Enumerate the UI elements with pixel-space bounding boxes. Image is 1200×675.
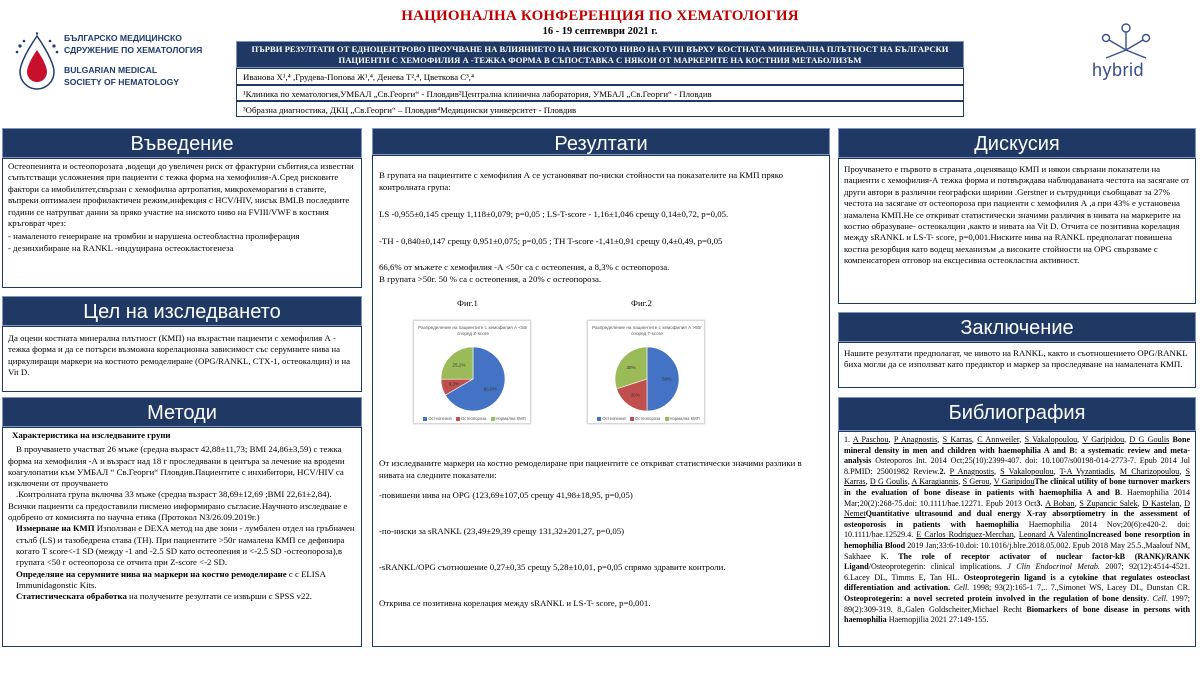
intro-paragraph: Остеопенията и остеопорозата ,водещи до увеличен риск от фрактурни събития,са известни съпътстващи усложнения при пациенти с тежка форма на хемофилия-А.Сред рисковите фактори са имобилитет,свързан с хемофилна артропатия, микрохеморагии в ставите, въпреки оптимален профилактичен режим,инфекция с HCV/HIV, нисък BMI.В последните години се натрупват данни за пряко участие на ниското ниво на FVIII/VWF в костния кръговрат чрез: xyxy=(8,161,354,229)
conclusion-body xyxy=(838,342,1196,388)
methods-consent-text: Всички пациенти са предоставили писмено информирано съгласие.Научното изследване е одобрено от комисията по научна етика (Протокол N3/26.09.2019г.) xyxy=(8,500,348,523)
results-heading: Резултати xyxy=(372,128,830,155)
results-srankl: -по-ниски за sRANKL (23,49±29,39 срещу 131,32±201,27, p=0,05) xyxy=(379,526,625,536)
pie-2-slice-label-1: 50% xyxy=(662,376,672,382)
poster-title: ПЪРВИ РЕЗУЛТАТИ ОТ ЕДНОЦЕНТРОВО ПРОУЧВАНЕ НА ВЛИЯНИЕТО НА НИСКОТО НИВО НА FVIII ВЪРХУ КОСТНАТА МИНЕРАЛНА ПЛЪТНОСТ НА БЪЛГАРСКИ ПАЦИЕНТИ С ХЕМОФИЛИЯ А -ТЕЖКА ФОРМА В СЪПОСТАВКА С НЯКОИ ОТ МАРКЕРИТЕ НА КОСТНИЯ МЕТАБОЛИЗЪМ xyxy=(236,41,964,68)
results-under-50: 66,6% от мъжете с хемофилия -А <50г са с остеопения, а 8,3% с остеопороза. xyxy=(379,262,670,272)
methods-subheading-stats: Статистическата обработка xyxy=(16,591,127,602)
bibliography-body: 1. A Paschou, P Anagnostis, S Karras, C Annweiler, S Vakalopoulou, V Garipidou, D G Goulis Bone mineral density in men and children with haemophilia A and B: a systematic review and meta-analysis Osteoporos Int. 2014 Oct;25(10):2399-407. doi: 10.1007/s00198-014-2773-7. Epub 2014 Jul 8.PMID: 25001982 Review.2. P Anagnostis, S Vakalopoulou, T-A Vyzantiadis, M Charizopoulou, S Karras, D G Goulis, A Karagiannis, S Gerou, V GaripidouThe clinical utility of bone turnover markers in the evaluation of bone disease in patients with haemophilia A and B. Haemophilia 2014 Mar;20(2):268-75.doi: 10.1111/hae.12271. Epub 2013 Oct3. A Boban, S Zupancic Salek, D Kastelan, D NemetQuantitative ultrasound and dual energy X-ray absorptiometry in the assessment of osteoporosis in patients with haemophilia Haemophilia 2014 Nov;20(6):e420-2. doi: 10.1111/hae.12529.4. E Carlos Rodriguez-Merchan, Leonard A ValentinoIncreased bone resorption in hemophilia Blood 2019 Jan;33:6-10.doi: 10.1016/j.blre.2018.05.002. Epub 2018 May 25.5.,Maalouf NM, Sakhaee K. The role of receptor activator of nuclear factor-kB (RANK)/RANK Ligand/Osteoprotegerin: clinical implications. J Clin Endocrinol Metab. 2007; 92(12):4514-4521. 6.Lacey DL, Timms E, Tan HL. Osteoprotegerin ligand is a cytokine that regulates osteoclast differentiation and activation. Cell. 1998; 93(2):165-1 7,.. 7.,Simonet WS, Lacey DL, Dunstan CR. Osteoprotegerin: a novel secreted protein involved in the regulation of bone density. Cell. 1997; 89(2):309-319. 8.,Galen Goldscheiter,Michael Recht Biomarkers of bone disease in persons with haemophilia Haemopjilia 2021 27:149-155. xyxy=(838,431,1196,647)
logo-line-3: BULGARIAN MEDICAL xyxy=(64,65,158,75)
discussion-text: Проучването е първото в страната ,оценяващо КМП и някои свързани показатели на пациенти с хемофилия-А тежка форма и потвърждава наблюдаваната честота на засягане от други автори в различни географски ширини .Gerstner и сътрудници съобщават за 27% честота на засягане от остеопороза при пациенти с хемофилия А ,а при 43% е установена намалена КМП.Не се откриват статистически значими различия в нивата на маркерите на костно образуване- остеокалцин ,както и нивата на Vit D. Отчита се позитивна корелация между sRANKL и LS-T- score, p=0,001.Ниските нива на RANKL предполагат повишена костна резорбция като водещ механизъм ,а високите стойности на OPG свързваме с компенсаторен отговор на ексцесивна остеокластна активност. xyxy=(844,164,1190,266)
authors-line: Иванова Х¹,⁴ ,Грудева-Попова Ж¹,⁴, Денева Т²,⁴, Цветкова С³,⁴ xyxy=(236,68,964,85)
affiliation-line-1: ¹Клиника по хематология,УМБАЛ „Св.Георги“ - Пловдив²Централна клинична лаборатория, УМБАЛ „Св.Георги“ - Пловдив xyxy=(236,85,964,101)
results-markers-intro: От изследваните маркери на костно ремоделиране при пациентите се откриват статистически значими разлики в нивата на следните показатели: xyxy=(379,458,802,480)
hybrid-logo xyxy=(1076,20,1176,90)
methods-subheading-groups: Характеристика на изследваните групи xyxy=(12,430,171,440)
affiliation-line-2: ³Образна диагностика, ДКЦ „Св.Георги“ – Пловдив⁴Медицински университет - Пловдив xyxy=(236,101,964,117)
methods-control-text: .Контролната група включва 33 мъже (средна възраст 38,69±12,69 ;BMI 22,61±2,84). xyxy=(16,489,332,500)
legend-1-normal: Нормална КМП xyxy=(495,416,526,421)
figure-2-label: Фиг.2 xyxy=(631,298,652,308)
pie-1-slice-label-2: 8,3% xyxy=(448,381,460,387)
methods-bmd-text: Използван е DEXA метод на две зони - лумбален отдел на гръбначен стълб (LS) и тазобедрена става (TH). При пациентите >50г намалена КМП се дефинира когато T score<-1 SD (между -1 and -2.5 SD като остеопения и <-2.5 SD -остеопороза),в групата <50 г остеопороза се отчита при Z-score <-2 SD. xyxy=(16,523,355,568)
hybrid-wordmark: hybrid xyxy=(1092,60,1145,80)
methods-groups-text: В проучването участват 26 мъже (средна възраст 42,88±11,73; BMI 24,86±3,59) с тежка форма на хемофилия -А и възраст над 18 г проследявани в центъра за лечение на вродени коагулопатии към УМБАЛ “ Св.Георги“ Пловдив.Пациентите с инхибитори, HCV/HIV са изключени от проучването xyxy=(8,444,345,489)
legend-1-osteopenia: Остеопения xyxy=(428,416,452,421)
conference-dates: 16 - 19 септември 2021 г. xyxy=(542,26,658,37)
legend-2-normal: Нормална КМП xyxy=(669,416,700,421)
results-over-50: В групата >50г. 50 % са с остеопения, а 20% с остеопороза. xyxy=(379,274,602,284)
aim-heading: Цел на изследването xyxy=(2,296,362,326)
results-ratio: -sRANKL/OPG съотношение 0,27±0,35 срещу 5,28±10,01, p=0,05 спрямо здравите контроли. xyxy=(379,562,726,572)
conclusion-text: Нашите резултати предполагат, че нивото на RANKL, както и съотношението OPG/RANKL биха могли да се използват като предиктор и маркер за проследяване на намалената КМП. xyxy=(844,348,1188,370)
legend-2-osteopenia: Остеопения xyxy=(602,416,626,421)
results-th: -TH - 0,840±0,147 срещу 0,951±0,075; p=0,05 ; TH T-score -1,41±0,91 срещу 0,4±0,49, p=0,05 xyxy=(379,236,723,246)
logo-line-2: СДРУЖЕНИЕ ПО ХЕМАТОЛОГИЯ xyxy=(64,45,203,55)
results-opg: -повишени нива на OPG (123,69±107,05 срещу 41,98±18,95, p=0,05) xyxy=(379,490,633,500)
methods-body xyxy=(2,427,362,647)
results-body xyxy=(372,155,830,647)
intro-body xyxy=(2,158,362,288)
pie-chart-2-title: Разпределение на пациентите с хемофилия А >50г според T-score xyxy=(592,325,702,336)
pie-1-slice-label-1: 66,6% xyxy=(483,386,497,392)
methods-heading: Методи xyxy=(2,397,362,427)
discussion-body xyxy=(838,158,1196,304)
results-intro: В групата на пациентите с хемофилия А се установяват по-ниски стойности на показателите на КМП пряко контролната група: xyxy=(379,170,784,192)
methods-stats-text: на получените резултати се извърши с SPSS v22. xyxy=(126,591,312,602)
discussion-heading: Дискусия xyxy=(838,128,1196,158)
intro-heading: Въведение xyxy=(2,128,362,158)
methods-subheading-bmd: Измерване на КМП xyxy=(16,523,95,534)
pie-2-slice-label-2: 20% xyxy=(630,392,640,398)
methods-markers-text: с с ELISA Immunidagonstic Kits. xyxy=(16,568,326,590)
conclusion-heading: Заключение xyxy=(838,312,1196,342)
pie-2-slice-label-3: 30% xyxy=(626,364,636,370)
figure-1-label: Фиг.1 xyxy=(457,298,478,308)
results-correlation: Открива се позитивна корелация между sRANKL и LS-T- score, p=0,001. xyxy=(379,598,651,608)
legend-2-osteoporosis: Остеопороза xyxy=(634,416,661,421)
methods-subheading-markers: Определяне на серумните нива на маркери на костно ремоделиране xyxy=(16,568,287,579)
pie-chart-2 xyxy=(587,320,705,424)
logo-line-1: БЪЛГАРСКО МЕДИЦИНСКО xyxy=(64,33,182,43)
intro-bullet-1: - намаленото генериране на тромбин и нарушена остеобластна пролиферация xyxy=(8,231,300,242)
intro-bullet-2: - дезинхибиране на RANKL -индуцирана остеокластогенеза xyxy=(8,242,234,253)
pie-1-slice-label-3: 25,1% xyxy=(452,362,466,368)
pie-chart-1-plot xyxy=(414,321,532,425)
molecule-icon xyxy=(1076,20,1176,64)
bibliography-heading: Библиография xyxy=(838,397,1196,431)
blood-drop-logo-icon xyxy=(14,32,60,92)
legend-1-osteoporosis: Остеопороза xyxy=(460,416,487,421)
aim-body xyxy=(2,326,362,392)
pie-chart-1 xyxy=(413,320,531,424)
logo-line-4: SOCIETY OF HEMATOLOGY xyxy=(64,77,180,87)
results-ls: LS -0,955±0,145 срещу 1,118±0,079; p=0,05 ; LS-T-score - 1,16±1,046 срещу 0,14±0,72, p=0,05. xyxy=(379,209,729,219)
pie-chart-1-legend xyxy=(416,416,530,421)
conference-title: НАЦИОНАЛНА КОНФЕРЕНЦИЯ ПО ХЕМАТОЛОГИЯ xyxy=(401,8,799,24)
pie-chart-2-plot xyxy=(588,321,706,425)
pie-chart-2-legend xyxy=(590,416,704,421)
society-logo xyxy=(14,32,234,122)
pie-chart-1-title: Разпределение на пациентите с хемофилия А <50г според Z-score xyxy=(418,325,528,336)
aim-text: Да оцени костната минерална плътност (КМП) на възрастни пациенти с хемофилия А - тежка форма и да се потърси възможна корелационна зависимост със серумните нива на циркулиращи маркери на костното ремоделиране (OPG/RANKL, CTX-1, остеокалцин) и на Vit D. xyxy=(8,333,350,378)
